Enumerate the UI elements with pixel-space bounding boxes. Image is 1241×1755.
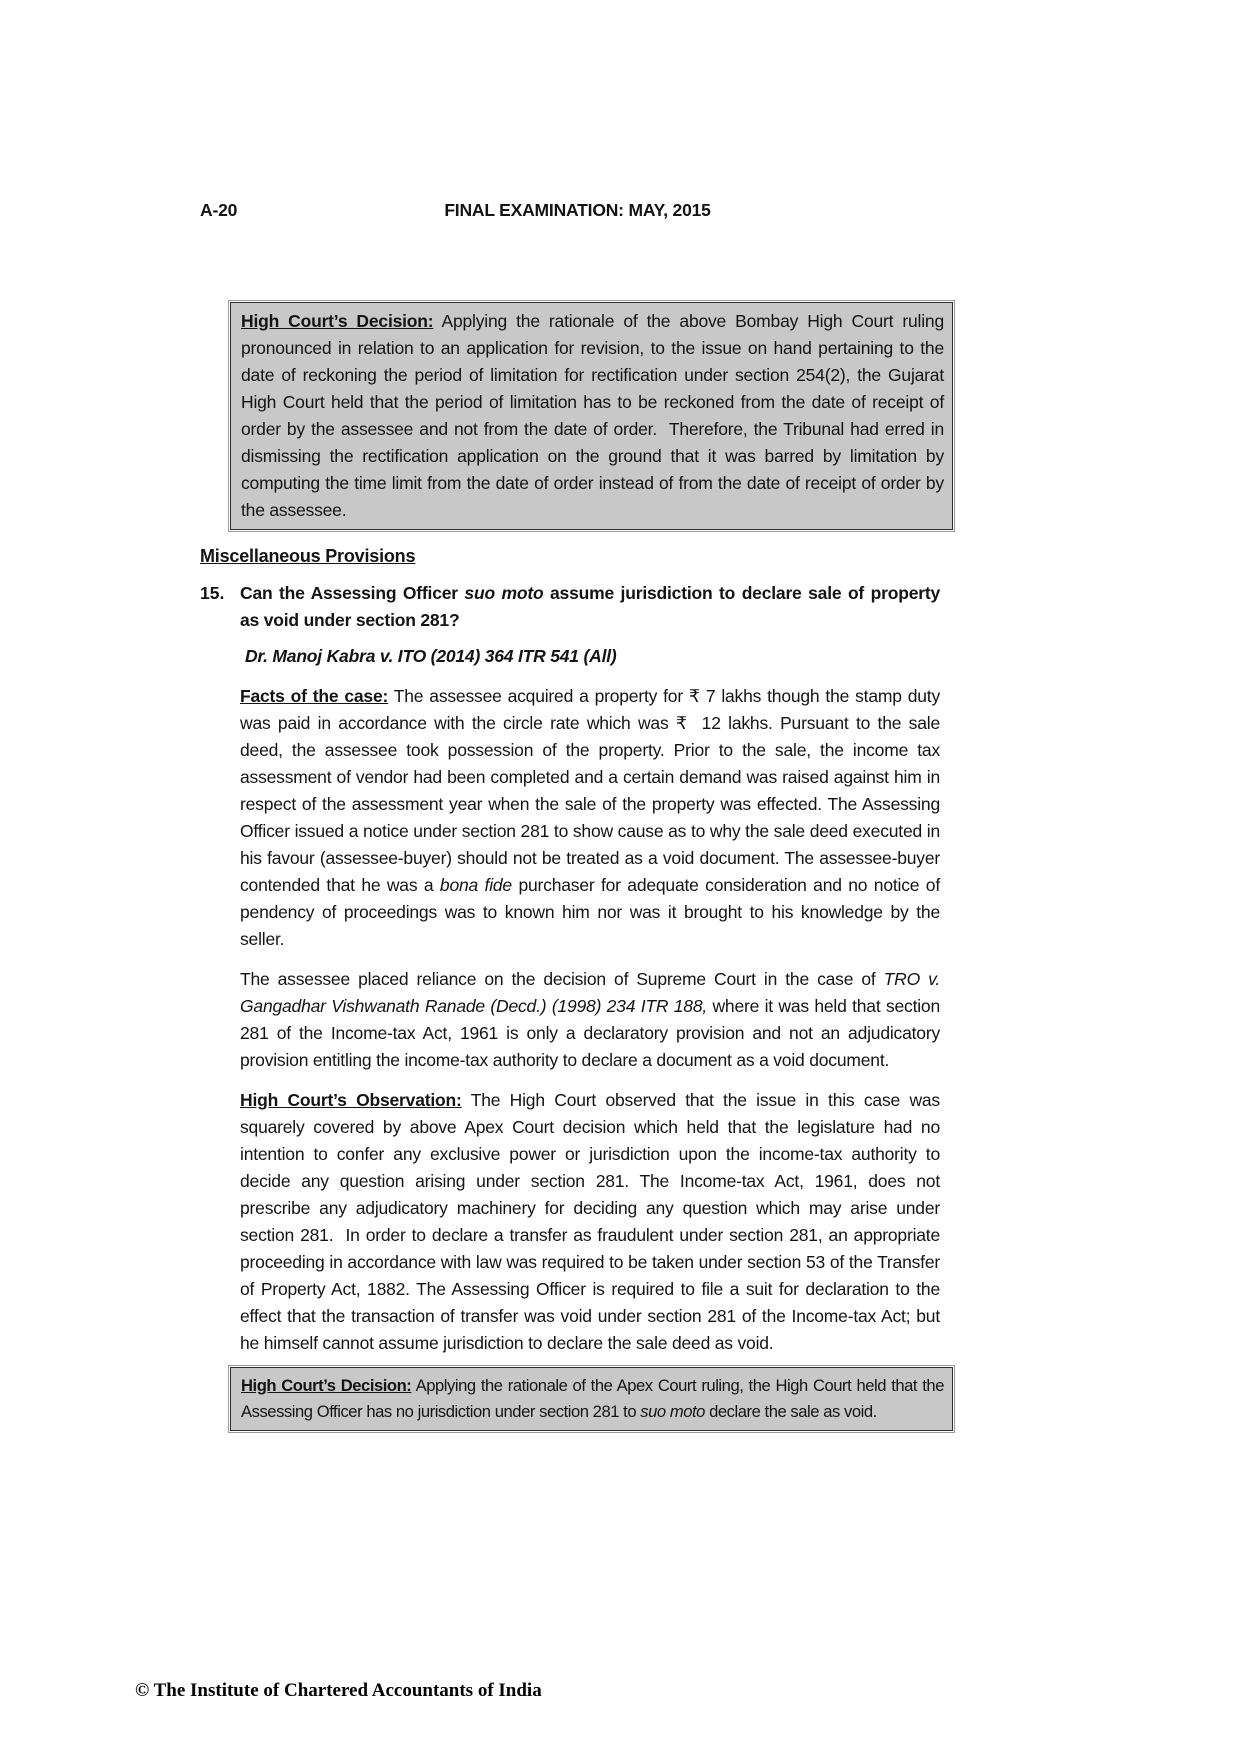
copyright-footer: © The Institute of Chartered Accountants of India	[135, 1680, 542, 1701]
decision-box-bottom	[228, 1365, 955, 1433]
decision-box-top-text: High Court’s Decision: Applying the rationale of the above Bombay High Court ruling pronounced in relation to an application for revision, to the issue on hand pertaining to the date of reckoning the period of limitation for rectification under section 254(2), the Gujarat High Court held that the period of limitation has to be reckoned from the date of receipt of order by the assessee and not from the date of order. Therefore, the Tribunal had erred in dismissing the rectification application on the ground that it was barred by limitation by computing the time limit from the date of order instead of from the date of receipt of order by the assessee.	[241, 311, 944, 520]
page-header	[200, 200, 955, 222]
decision-box-bottom-text: High Court’s Decision: Applying the rationale of the Apex Court ruling, the High Court held that the Assessing Officer has no jurisdiction under section 281 to suo moto declare the sale as void.	[241, 1376, 944, 1421]
observation-paragraph: High Court’s Observation: The High Court observed that the issue in this case was squarely covered by above Apex Court decision which held that the legislature had no intention to confer any exclusive power or jurisdiction upon the income-tax authority to decide any question arising under section 281. The Income-tax Act, 1961, does not prescribe any adjudicatory machinery for deciding any question which may arise under section 281. In order to declare a transfer as fraudulent under section 281, an appropriate proceeding in accordance with law was required to be taken under section 53 of the Transfer of Property Act, 1882. The Assessing Officer is required to file a suit for declaration to the effect that the transaction of transfer was void under section 281 of the Income-tax Act; but he himself cannot assume jurisdiction to declare the sale deed as void.	[240, 1090, 940, 1353]
header-page-label: A-20	[200, 200, 238, 220]
section-heading: Miscellaneous Provisions	[200, 546, 416, 566]
case-citation: Dr. Manoj Kabra v. ITO (2014) 364 ITR 541 (All)	[245, 646, 617, 666]
facts-paragraph: Facts of the case: The assessee acquired a property for ₹ 7 lakhs though the stamp duty was paid in accordance with the circle rate which was ₹ 12 lakhs. Pursuant to the sale deed, the assessee took possession of the property. Prior to the sale, the income tax assessment of vendor had been completed and a certain demand was raised against him in respect of the assessment year when the sale of the property was effected. The Assessing Officer issued a notice under section 281 to show cause as to why the sale deed executed in his favour (assessee-buyer) should not be treated as a void document. The assessee-buyer contended that he was a bona fide purchaser for adequate consideration and no notice of pendency of proceedings was to known him nor was it brought to his knowledge by the seller.	[240, 686, 941, 949]
question-number: 15.	[200, 583, 225, 603]
decision-box-bottom-fill	[230, 1367, 953, 1431]
question-text: Can the Assessing Officer suo moto assume jurisdiction to declare sale of property as void under section 281?	[240, 583, 940, 630]
decision-box-top	[228, 300, 955, 532]
reliance-paragraph: The assessee placed reliance on the decision of Supreme Court in the case of TRO v. Gangadhar Vishwanath Ranade (Decd.) (1998) 234 ITR 188, where it was held that section 281 of the Income-tax Act, 1961 is only a declaratory provision and not an adjudicatory provision entitling the income-tax authority to declare a document as a void document.	[240, 969, 940, 1070]
page-content	[200, 200, 955, 1433]
question-item	[200, 580, 940, 634]
decision-box-top-fill	[230, 302, 953, 530]
header-title: FINAL EXAMINATION: MAY, 2015	[444, 200, 711, 220]
